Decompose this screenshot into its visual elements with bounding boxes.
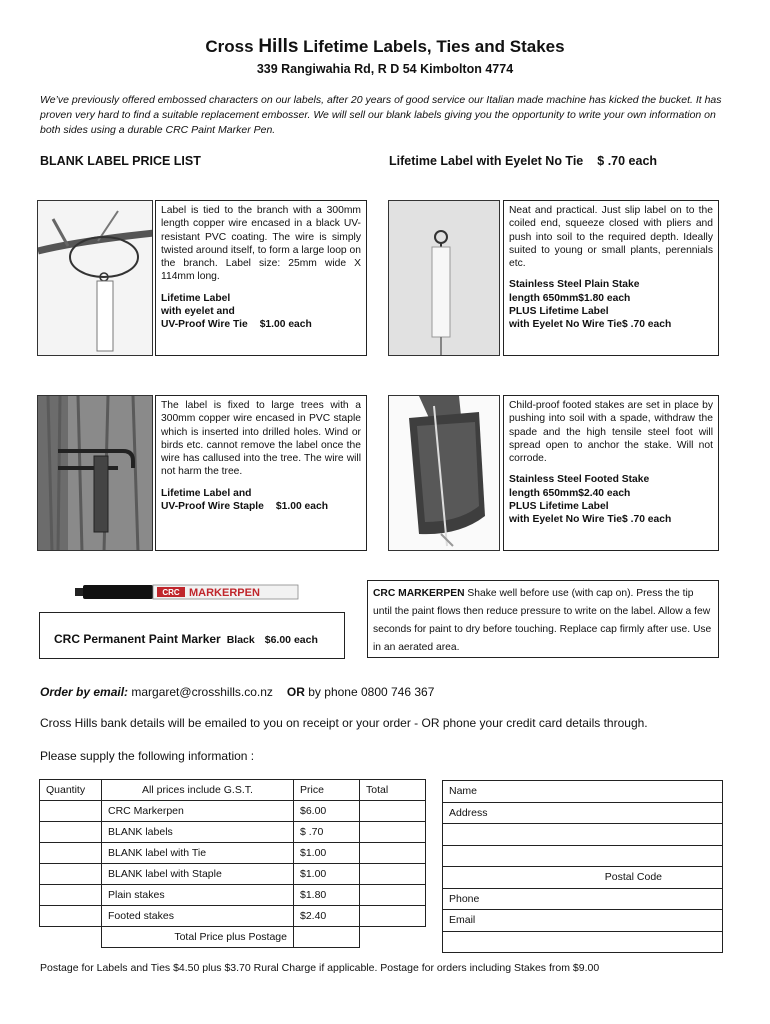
total-cell[interactable] bbox=[360, 864, 426, 885]
bank-note: Cross Hills bank details will be emailed to you on receipt or your order - OR phone your credit card details through. bbox=[40, 716, 648, 730]
quantity-cell[interactable] bbox=[40, 801, 102, 822]
email-field[interactable]: Email bbox=[443, 910, 723, 932]
staple-description: The label is fixed to large trees with a 300mm copper wire encased in PVC staple which is inserted into drilled holes. Wind or birds etc. cannot remove the label once the wire has callused into the tree. The wire will not harm the tree. Lifetime Label and UV-Proof Wire Staple $1.00 each bbox=[155, 395, 367, 551]
marker-logo-brand: CRC bbox=[162, 588, 180, 597]
marker-pen-image bbox=[75, 582, 300, 602]
marker-price-box: CRC Permanent Paint Marker Black $6.00 each bbox=[39, 612, 345, 659]
order-table bbox=[39, 779, 426, 948]
order-email[interactable]: margaret@crosshills.co.nz bbox=[128, 685, 273, 699]
eyelet-heading: Lifetime Label with Eyelet No Tie $ .70 each bbox=[389, 154, 658, 168]
staple-label-image bbox=[37, 395, 153, 551]
quantity-cell[interactable] bbox=[40, 906, 102, 927]
page-title: Cross Hills Lifetime Labels, Ties and Stakes bbox=[205, 36, 565, 57]
address: 339 Rangiwahia Rd, R D 54 Kimbolton 4774 bbox=[256, 62, 514, 76]
order-line: Order by email: margaret@crosshills.co.nz OR by phone 0800 746 367 bbox=[40, 685, 435, 699]
total-cell[interactable] bbox=[360, 906, 426, 927]
table-row: BLANK label with Tie $1.00 bbox=[40, 843, 426, 864]
quantity-cell[interactable] bbox=[40, 864, 102, 885]
footed-stake-image bbox=[388, 395, 500, 551]
contact-blank-row[interactable] bbox=[443, 931, 723, 953]
footed-description: Child-proof footed stakes are set in place by pushing into soil with a spade, withdraw the spade and the high tensile steel foot will spread open to anchor the stake. Will not corrode. Stainless Steel Footed Stake length 650mm$2.40 each PLUS Lifetime Label with Eyelet No Wire Tie$ .70 each bbox=[503, 395, 719, 551]
address-line-3[interactable] bbox=[443, 845, 723, 867]
price-list-heading: BLANK LABEL PRICE LIST bbox=[40, 154, 201, 168]
marker-instructions: CRC MARKERPEN Shake well before use (with cap on). Press the tip until the paint flows then reduce pressure to write on the label. Allow a few seconds for paint to dry before touching. Replace cap firmly after use. Use in an aerated area. bbox=[367, 580, 719, 658]
eyelet-label-image bbox=[388, 200, 500, 356]
table-row: Footed stakes $2.40 bbox=[40, 906, 426, 927]
total-cell[interactable] bbox=[360, 843, 426, 864]
contact-table bbox=[442, 780, 723, 953]
quantity-cell[interactable] bbox=[40, 885, 102, 906]
phone-field[interactable]: Phone bbox=[443, 888, 723, 910]
intro-text: We’ve previously offered embossed characters on our labels, after 20 years of good service our Italian made machine has kicked the bucket. It has proven very hard to find a suitable replacement embosser. We will sell our blank labels giving you the opportunity to write your own information on both sides using a durable CRC Paint Marker Pen. bbox=[40, 94, 722, 136]
table-row: CRC Markerpen $6.00 bbox=[40, 801, 426, 822]
marker-logo-text: MARKERPEN bbox=[189, 587, 260, 599]
table-row: BLANK label with Staple $1.00 bbox=[40, 864, 426, 885]
name-field[interactable]: Name bbox=[443, 781, 723, 803]
quantity-cell[interactable] bbox=[40, 822, 102, 843]
tie-description: Label is tied to the branch with a 300mm length copper wire encased in a black UV-resistant PVC coating. The wire is simply twisted around itself, to form a large loop on the branch. Label size: 25mm wide X 114mm long. Lifetime Label with eyelet and UV-Proof Wire Tie $1.00 each bbox=[155, 200, 367, 356]
table-row: Plain stakes $1.80 bbox=[40, 885, 426, 906]
order-phone[interactable]: by phone 0800 746 367 bbox=[304, 685, 435, 699]
eyelet-description: Neat and practical. Just slip label on to the coiled end, squeeze closed with pliers and push into soil to the required depth. Ideally suited to young or small plants, perennials etc. Stainless Steel Plain Stake length 650mm$1.80 each PLUS Lifetime Label with Eyelet No Wire Tie$ .70 each bbox=[503, 200, 719, 356]
postal-code-field[interactable]: Postal Code bbox=[443, 867, 723, 889]
grand-total-cell[interactable] bbox=[294, 927, 360, 948]
total-row: Total Price plus Postage bbox=[40, 927, 426, 948]
address-line-2[interactable] bbox=[443, 824, 723, 846]
total-cell[interactable] bbox=[360, 822, 426, 843]
table-header-row: Quantity All prices include G.S.T. Price Total bbox=[40, 780, 426, 801]
table-row: BLANK labels $ .70 bbox=[40, 822, 426, 843]
total-cell[interactable] bbox=[360, 801, 426, 822]
quantity-cell[interactable] bbox=[40, 843, 102, 864]
address-field[interactable]: Address bbox=[443, 802, 723, 824]
supply-info: Please supply the following information : bbox=[40, 749, 255, 763]
total-cell[interactable] bbox=[360, 885, 426, 906]
tie-label-image bbox=[37, 200, 153, 356]
postage-note: Postage for Labels and Ties $4.50 plus $3.70 Rural Charge if applicable. Postage for orders including Stakes from $9.00 bbox=[40, 962, 600, 974]
